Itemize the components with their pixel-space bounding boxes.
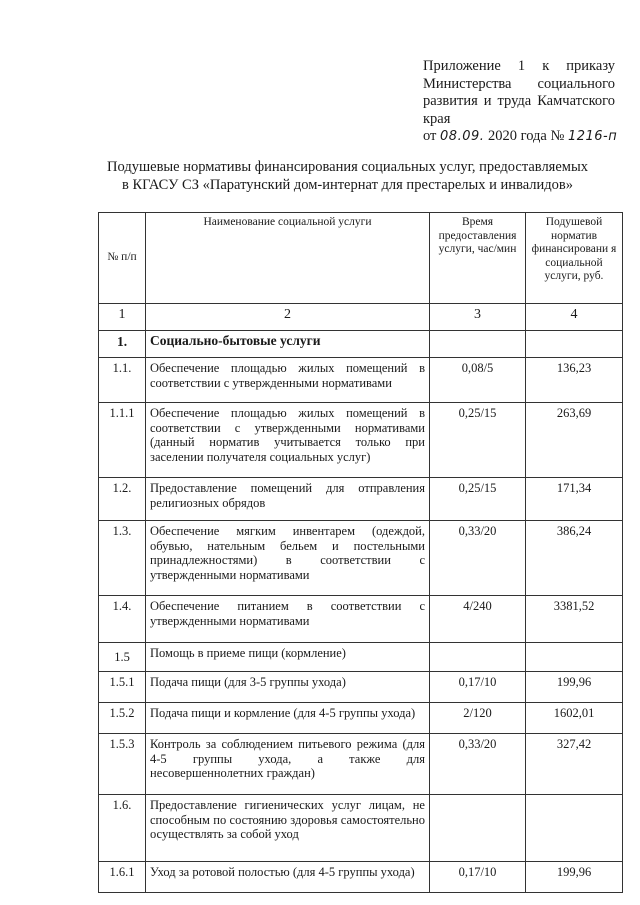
- row-time: [430, 795, 526, 862]
- table-row: [99, 795, 623, 862]
- row-num: 1.5.3: [99, 734, 146, 795]
- row-num: 1.1.1: [99, 403, 146, 478]
- table-row: [99, 862, 623, 893]
- row-norm: 327,42: [526, 734, 623, 795]
- row-time: 0,17/10: [430, 862, 526, 893]
- row-norm: 1602,01: [526, 703, 623, 734]
- table-row: [99, 672, 623, 703]
- table-row: [99, 478, 623, 521]
- title-line-1: Подушевые нормативы финансирования социальных услуг, предоставляемых: [107, 159, 588, 175]
- row-time: 0,25/15: [430, 478, 526, 521]
- table-row: [99, 521, 623, 596]
- row-num: 1.2.: [99, 478, 146, 521]
- row-service-name: Подача пищи и кормление (для 4-5 группы ухода): [146, 703, 430, 734]
- row-num: 1.5.2: [99, 703, 146, 734]
- section-num: 1.: [99, 331, 146, 358]
- header-norm: Подушевой норматив финансировани я социальной услуги, руб.: [526, 213, 623, 304]
- row-time: 0,33/20: [430, 521, 526, 596]
- col-number: 2: [146, 304, 430, 331]
- row-norm: [526, 643, 623, 672]
- row-num: 1.1.: [99, 358, 146, 403]
- section-row: [99, 331, 623, 358]
- row-time: 0,17/10: [430, 672, 526, 703]
- table-row: [99, 403, 623, 478]
- row-service-name: Подача пищи (для 3-5 группы ухода): [146, 672, 430, 703]
- norms-table: [98, 212, 623, 893]
- col-number: 4: [526, 304, 623, 331]
- row-service-name: Контроль за соблюдением питьевого режима (для 4-5 группы ухода, а также для несовершеннолетних граждан): [146, 734, 430, 795]
- row-norm: 3381,52: [526, 596, 623, 643]
- row-num: 1.6.1: [99, 862, 146, 893]
- row-norm: [526, 795, 623, 862]
- row-service-name: Предоставление гигиенических услуг лицам, не способным по состоянию здоровья самостоятельно осуществлять за собой уход: [146, 795, 430, 862]
- row-time: 0,33/20: [430, 734, 526, 795]
- appendix-line-4: края: [423, 110, 451, 127]
- column-numbers-row: [99, 304, 623, 331]
- appendix-block: [423, 58, 618, 146]
- date-year: 2020 года №: [488, 128, 565, 144]
- handwritten-order-number: 1216-п: [567, 129, 618, 144]
- appendix-line-1: Приложение 1 к приказу: [423, 58, 615, 74]
- col-number: 3: [430, 304, 526, 331]
- row-num: 1.6.: [99, 795, 146, 862]
- header-num: № п/п: [99, 213, 146, 304]
- row-norm: 136,23: [526, 358, 623, 403]
- table-row: [99, 358, 623, 403]
- col-number: 1: [99, 304, 146, 331]
- row-time: 0,25/15: [430, 403, 526, 478]
- appendix-line-3: развития и труда Камчатского: [423, 93, 615, 109]
- row-norm: 386,24: [526, 521, 623, 596]
- handwritten-date: 08.09.: [440, 129, 485, 144]
- header-time: Время предоставления услуги, час/мин: [430, 213, 526, 304]
- row-norm: 199,96: [526, 672, 623, 703]
- row-service-name: Обеспечение мягким инвентарем (одеждой, обувью, нательным бельем и постельными принадлежностями) в соответствии с утвержденными нормативами: [146, 521, 430, 596]
- row-norm: 263,69: [526, 403, 623, 478]
- table-row: [99, 734, 623, 795]
- section-time: [430, 331, 526, 358]
- table-row: [99, 643, 623, 672]
- appendix-line-2: Министерства социального: [423, 75, 615, 92]
- section-name: Социально-бытовые услуги: [146, 331, 430, 358]
- row-norm: 171,34: [526, 478, 623, 521]
- appendix-date-line: [423, 128, 618, 146]
- row-num: 1.4.: [99, 596, 146, 643]
- table-row: [99, 703, 623, 734]
- document-title: [70, 158, 625, 194]
- row-time: 4/240: [430, 596, 526, 643]
- row-service-name: Обеспечение площадью жилых помещений в соответствии с утвержденными нормативами: [146, 358, 430, 403]
- row-num: 1.3.: [99, 521, 146, 596]
- header-name: Наименование социальной услуги: [146, 213, 430, 304]
- row-norm: 199,96: [526, 862, 623, 893]
- row-num: 1.5: [99, 643, 146, 672]
- date-prefix: от: [423, 128, 437, 144]
- row-service-name: Обеспечение площадью жилых помещений в соответствии с утвержденными нормативами (данный норматив учитывается только при заселении получателя социальных услуг): [146, 403, 430, 478]
- row-service-name: Уход за ротовой полостью (для 4-5 группы ухода): [146, 862, 430, 893]
- row-time: 2/120: [430, 703, 526, 734]
- section-norm: [526, 331, 623, 358]
- row-num: 1.5.1: [99, 672, 146, 703]
- row-service-name: Помощь в приеме пищи (кормление): [146, 643, 430, 672]
- row-service-name: Обеспечение питанием в соответствии с утвержденными нормативами: [146, 596, 430, 643]
- title-line-2: в КГАСУ СЗ «Паратунский дом-интернат для престарелых и инвалидов»: [121, 177, 574, 193]
- row-service-name: Предоставление помещений для отправления религиозных обрядов: [146, 478, 430, 521]
- row-time: 0,08/5: [430, 358, 526, 403]
- table-row: [99, 596, 623, 643]
- header-row: [99, 213, 623, 304]
- row-time: [430, 643, 526, 672]
